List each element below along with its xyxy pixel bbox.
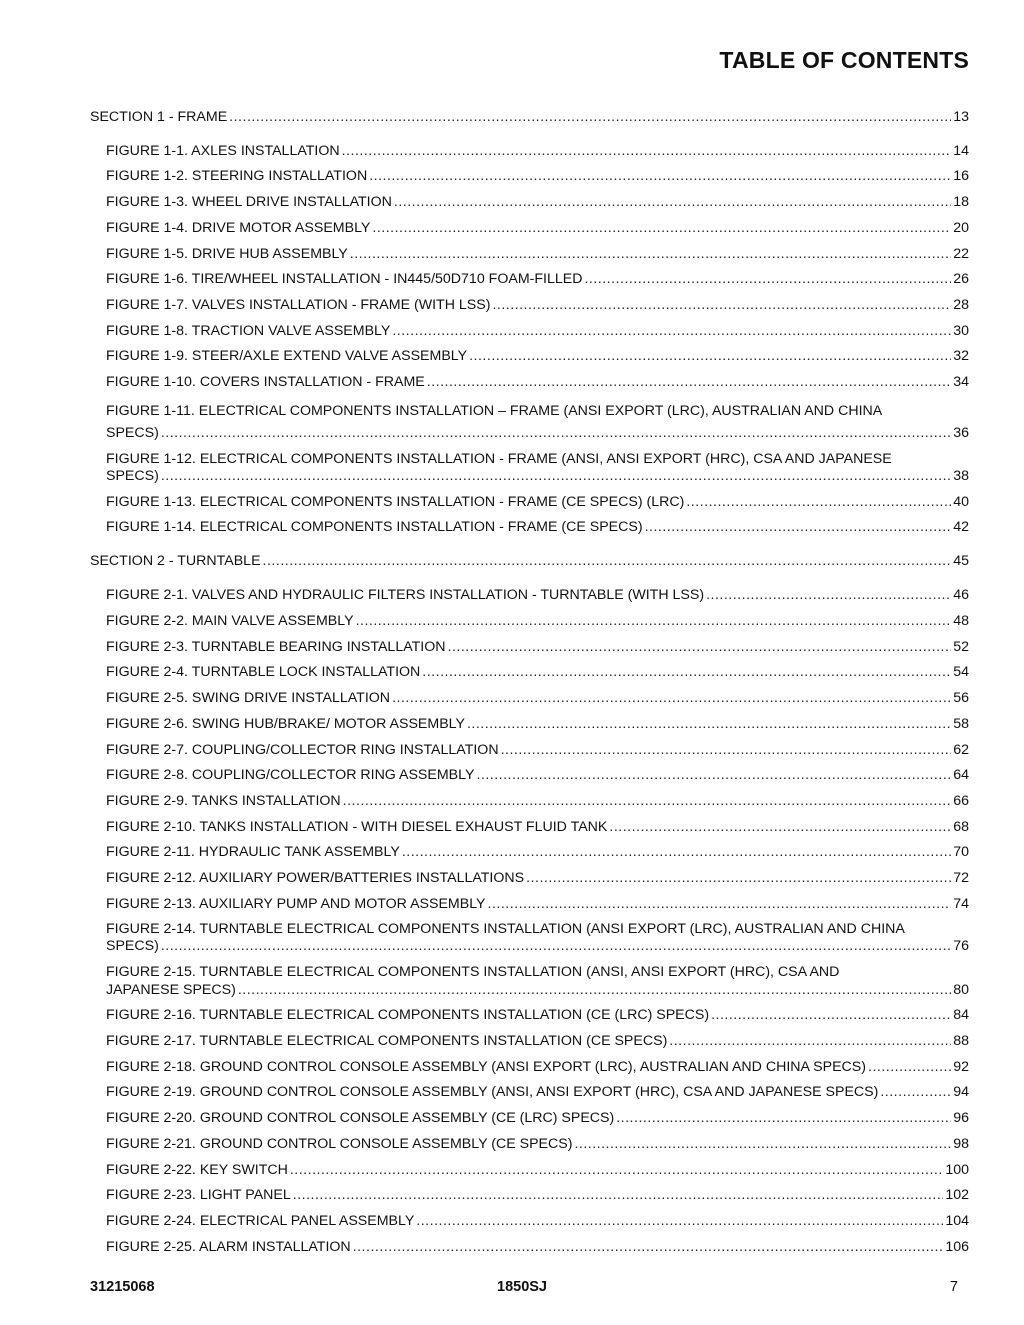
toc-entry-page: 38 — [953, 468, 969, 484]
toc-entry-page: 14 — [953, 143, 969, 159]
dot-leader — [416, 1213, 943, 1229]
toc-entry-line — [106, 896, 969, 912]
dot-leader — [372, 220, 951, 236]
toc-entry-page: 48 — [953, 613, 969, 629]
toc-entry-page: 46 — [953, 587, 969, 603]
toc-entry-line — [106, 194, 969, 210]
toc-entry-line — [106, 1059, 969, 1075]
toc-entry-line — [106, 297, 969, 313]
toc-entry-line — [106, 870, 969, 886]
toc-entry-line — [106, 982, 969, 998]
dot-leader — [488, 896, 952, 912]
toc-entry-page: 56 — [953, 690, 969, 706]
toc-entry-title: FIGURE 1-14. ELECTRICAL COMPONENTS INSTALLATION - FRAME (CE SPECS) — [106, 519, 643, 535]
toc-entry-page: 26 — [953, 271, 969, 287]
dot-leader — [161, 938, 951, 954]
toc-entry-title: FIGURE 2-4. TURNTABLE LOCK INSTALLATION — [106, 664, 421, 680]
dot-leader — [880, 1084, 951, 1100]
toc-entry-title: SPECS) — [106, 468, 159, 484]
toc-entry-page: 98 — [953, 1136, 969, 1152]
toc-entry-line — [90, 553, 969, 569]
toc-entry-page: 96 — [953, 1110, 969, 1126]
toc-entry-page: 20 — [953, 220, 969, 236]
toc-entry-line — [106, 1136, 969, 1152]
dot-leader — [350, 246, 951, 262]
toc-entry-title-line1: FIGURE 1-11. ELECTRICAL COMPONENTS INSTALLATION – FRAME (ANSI EXPORT (LRC), AUSTRALIAN AND CHINA — [106, 403, 883, 419]
dot-leader — [645, 519, 952, 535]
toc-entry-title: FIGURE 1-5. DRIVE HUB ASSEMBLY — [106, 246, 348, 262]
toc-entry-title: FIGURE 2-23. LIGHT PANEL — [106, 1187, 291, 1203]
toc-entry-line — [106, 613, 969, 629]
dot-leader — [161, 425, 951, 441]
toc-entry-line — [106, 819, 969, 835]
toc-entry-line — [106, 1007, 969, 1023]
dot-leader — [342, 143, 952, 159]
dot-leader — [369, 168, 951, 184]
toc-entry-page: 54 — [953, 664, 969, 680]
toc-entry-title: FIGURE 2-20. GROUND CONTROL CONSOLE ASSEMBLY (CE (LRC) SPECS) — [106, 1110, 615, 1126]
toc-entry-line — [106, 494, 969, 510]
toc-entry-page: 92 — [953, 1059, 969, 1075]
toc-entry-line — [106, 323, 969, 339]
dot-leader — [476, 767, 951, 783]
toc-entry-title: FIGURE 1-7. VALVES INSTALLATION - FRAME (WITH LSS) — [106, 297, 491, 313]
toc-entry-title: FIGURE 1-8. TRACTION VALVE ASSEMBLY — [106, 323, 391, 339]
toc-entry-page: 88 — [953, 1033, 969, 1049]
dot-leader — [293, 1187, 944, 1203]
toc-entry-page: 28 — [953, 297, 969, 313]
toc-entry-title: FIGURE 2-13. AUXILIARY PUMP AND MOTOR ASSEMBLY — [106, 896, 486, 912]
toc-entry-line — [106, 246, 969, 262]
toc-entry-title: FIGURE 1-2. STEERING INSTALLATION — [106, 168, 368, 184]
dot-leader — [427, 374, 951, 390]
dot-leader — [290, 1162, 943, 1178]
dot-leader — [584, 271, 951, 287]
toc-entry-title: FIGURE 1-1. AXLES INSTALLATION — [106, 143, 340, 159]
toc-entry-title: JAPANESE SPECS) — [106, 982, 236, 998]
toc-entry-line — [106, 1162, 969, 1178]
dot-leader — [263, 553, 952, 569]
document-number: 31215068 — [90, 1279, 155, 1295]
toc-entry-page: 34 — [953, 374, 969, 390]
dot-leader — [356, 613, 952, 629]
toc-entry-page: 32 — [953, 348, 969, 364]
toc-entry-title-line1: FIGURE 2-15. TURNTABLE ELECTRICAL COMPONENTS INSTALLATION (ANSI, ANSI EXPORT (HRC), CSA AND — [106, 964, 840, 980]
toc-entry-title-line1: FIGURE 1-12. ELECTRICAL COMPONENTS INSTALLATION - FRAME (ANSI, ANSI EXPORT (HRC), CSA AND JAPANESE — [106, 451, 892, 467]
toc-entry-page: 68 — [953, 819, 969, 835]
toc-entry-line — [106, 220, 969, 236]
model-name: 1850SJ — [497, 1279, 547, 1295]
toc-entry-page: 36 — [953, 425, 969, 441]
toc-entry-line — [106, 1110, 969, 1126]
toc-entry-line — [106, 639, 969, 655]
toc-entry-page: 76 — [953, 938, 969, 954]
toc-entry-title: FIGURE 1-13. ELECTRICAL COMPONENTS INSTALLATION - FRAME (CE SPECS) (LRC) — [106, 494, 685, 510]
toc-entry-title: FIGURE 1-6. TIRE/WHEEL INSTALLATION - IN445/50D710 FOAM-FILLED — [106, 271, 583, 287]
toc-entry-page: 104 — [945, 1213, 969, 1229]
toc-entry-line — [106, 468, 969, 484]
dot-leader — [343, 793, 952, 809]
toc-entry-page: 70 — [953, 844, 969, 860]
dot-leader — [422, 664, 951, 680]
toc-entry-page: 40 — [953, 494, 969, 510]
page-number: 7 — [949, 1279, 958, 1295]
dot-leader — [161, 468, 951, 484]
toc-entry-line — [106, 519, 969, 535]
toc-entry-page: 106 — [945, 1239, 969, 1255]
toc-entry-title: FIGURE 2-5. SWING DRIVE INSTALLATION — [106, 690, 391, 706]
toc-entry-title: FIGURE 2-18. GROUND CONTROL CONSOLE ASSEMBLY (ANSI EXPORT (LRC), AUSTRALIAN AND CHINA SPECS) — [106, 1059, 866, 1075]
toc-entry-title: FIGURE 2-8. COUPLING/COLLECTOR RING ASSEMBLY — [106, 767, 475, 783]
dot-leader — [469, 348, 951, 364]
dot-leader — [574, 1136, 951, 1152]
dot-leader — [868, 1059, 951, 1075]
toc-entry-line — [106, 425, 969, 441]
toc-entry-line — [106, 587, 969, 603]
toc-entry-title: FIGURE 2-11. HYDRAULIC TANK ASSEMBLY — [106, 844, 400, 860]
toc-entry-line — [106, 1033, 969, 1049]
dot-leader — [394, 194, 951, 210]
dot-leader — [711, 1007, 951, 1023]
toc-entry-title: FIGURE 1-9. STEER/AXLE EXTEND VALVE ASSEMBLY — [106, 348, 468, 364]
toc-entry-page: 16 — [953, 168, 969, 184]
dot-leader — [609, 819, 951, 835]
toc-entry-title: FIGURE 1-4. DRIVE MOTOR ASSEMBLY — [106, 220, 371, 236]
toc-entry-title: SPECS) — [106, 938, 159, 954]
toc-entry-page: 66 — [953, 793, 969, 809]
toc-entry-page: 102 — [945, 1187, 969, 1203]
toc-entry-page: 84 — [953, 1007, 969, 1023]
dot-leader — [526, 870, 951, 886]
toc-entry-title-line1: FIGURE 2-14. TURNTABLE ELECTRICAL COMPONENTS INSTALLATION (ANSI EXPORT (LRC), AUSTRALIAN AND CHINA — [106, 921, 905, 937]
toc-entry-page: 30 — [953, 323, 969, 339]
dot-leader — [467, 716, 951, 732]
toc-entry-line — [106, 1187, 969, 1203]
dot-leader — [392, 323, 951, 339]
dot-leader — [686, 494, 951, 510]
toc-entry-title: FIGURE 2-3. TURNTABLE BEARING INSTALLATION — [106, 639, 446, 655]
toc-entry-title: FIGURE 2-21. GROUND CONTROL CONSOLE ASSEMBLY (CE SPECS) — [106, 1136, 573, 1152]
toc-entry-line — [106, 1213, 969, 1229]
toc-entry-line — [106, 168, 969, 184]
toc-entry-line — [106, 844, 969, 860]
dot-leader — [706, 587, 951, 603]
toc-entry-title: FIGURE 2-19. GROUND CONTROL CONSOLE ASSEMBLY (ANSI, ANSI EXPORT (HRC), CSA AND JAPANESE SPECS) — [106, 1084, 879, 1100]
toc-entry-line — [106, 1084, 969, 1100]
toc-entry-title: FIGURE 2-9. TANKS INSTALLATION — [106, 793, 341, 809]
toc-entry-title: FIGURE 1-3. WHEEL DRIVE INSTALLATION — [106, 194, 392, 210]
toc-entry-line — [106, 938, 969, 954]
toc-entry-page: 42 — [953, 519, 969, 535]
dot-leader — [616, 1110, 951, 1126]
toc-entry-page: 72 — [953, 870, 969, 886]
toc-entry-title: FIGURE 2-12. AUXILIARY POWER/BATTERIES INSTALLATIONS — [106, 870, 525, 886]
toc-entry-title: FIGURE 2-2. MAIN VALVE ASSEMBLY — [106, 613, 354, 629]
dot-leader — [238, 982, 951, 998]
toc-entry-title: FIGURE 2-7. COUPLING/COLLECTOR RING INSTALLATION — [106, 742, 499, 758]
dot-leader — [402, 844, 951, 860]
page-title: TABLE OF CONTENTS — [719, 47, 969, 73]
toc-entry-title: FIGURE 1-10. COVERS INSTALLATION - FRAME — [106, 374, 425, 390]
toc-entry-title: FIGURE 2-17. TURNTABLE ELECTRICAL COMPONENTS INSTALLATION (CE SPECS) — [106, 1033, 668, 1049]
toc-section-title: SECTION 2 - TURNTABLE — [90, 553, 261, 569]
toc-entry-page: 13 — [953, 109, 969, 125]
toc-entry-page: 100 — [945, 1162, 969, 1178]
toc-entry-line — [106, 742, 969, 758]
toc-entry-page: 62 — [953, 742, 969, 758]
toc-section-title: SECTION 1 - FRAME — [90, 109, 228, 125]
toc-entry-title: FIGURE 2-24. ELECTRICAL PANEL ASSEMBLY — [106, 1213, 415, 1229]
dot-leader — [501, 742, 952, 758]
dot-leader — [229, 109, 951, 125]
toc-entry-title: SPECS) — [106, 425, 159, 441]
toc-entry-line — [106, 793, 969, 809]
toc-entry-title: FIGURE 2-16. TURNTABLE ELECTRICAL COMPONENTS INSTALLATION (CE (LRC) SPECS) — [106, 1007, 710, 1023]
dot-leader — [353, 1239, 944, 1255]
toc-entry-line — [106, 271, 969, 287]
toc-entry-line — [106, 767, 969, 783]
toc-entry-page: 94 — [953, 1084, 969, 1100]
toc-entry-title: FIGURE 2-22. KEY SWITCH — [106, 1162, 288, 1178]
toc-entry-page: 52 — [953, 639, 969, 655]
toc-entry-title: FIGURE 2-6. SWING HUB/BRAKE/ MOTOR ASSEMBLY — [106, 716, 465, 732]
toc-entry-page: 58 — [953, 716, 969, 732]
toc-entry-page: 18 — [953, 194, 969, 210]
toc-entry-page: 64 — [953, 767, 969, 783]
toc-entry-line — [106, 1239, 969, 1255]
toc-entry-title: FIGURE 2-25. ALARM INSTALLATION — [106, 1239, 351, 1255]
dot-leader — [492, 297, 951, 313]
toc-entry-page: 80 — [953, 982, 969, 998]
toc-entry-line — [106, 348, 969, 364]
toc-entry-line — [106, 690, 969, 706]
toc-entry-title: FIGURE 2-10. TANKS INSTALLATION - WITH DIESEL EXHAUST FLUID TANK — [106, 819, 608, 835]
dot-leader — [392, 690, 951, 706]
toc-entry-line — [106, 143, 969, 159]
toc-entry-page: 45 — [953, 553, 969, 569]
toc-entry-line — [90, 109, 969, 125]
toc-entry-page: 22 — [953, 246, 969, 262]
toc-entry-line — [106, 664, 969, 680]
toc-entry-line — [106, 716, 969, 732]
toc-entry-page: 74 — [953, 896, 969, 912]
dot-leader — [669, 1033, 951, 1049]
toc-entry-title: FIGURE 2-1. VALVES AND HYDRAULIC FILTERS INSTALLATION - TURNTABLE (WITH LSS) — [106, 587, 705, 603]
toc-entry-line — [106, 374, 969, 390]
dot-leader — [448, 639, 952, 655]
